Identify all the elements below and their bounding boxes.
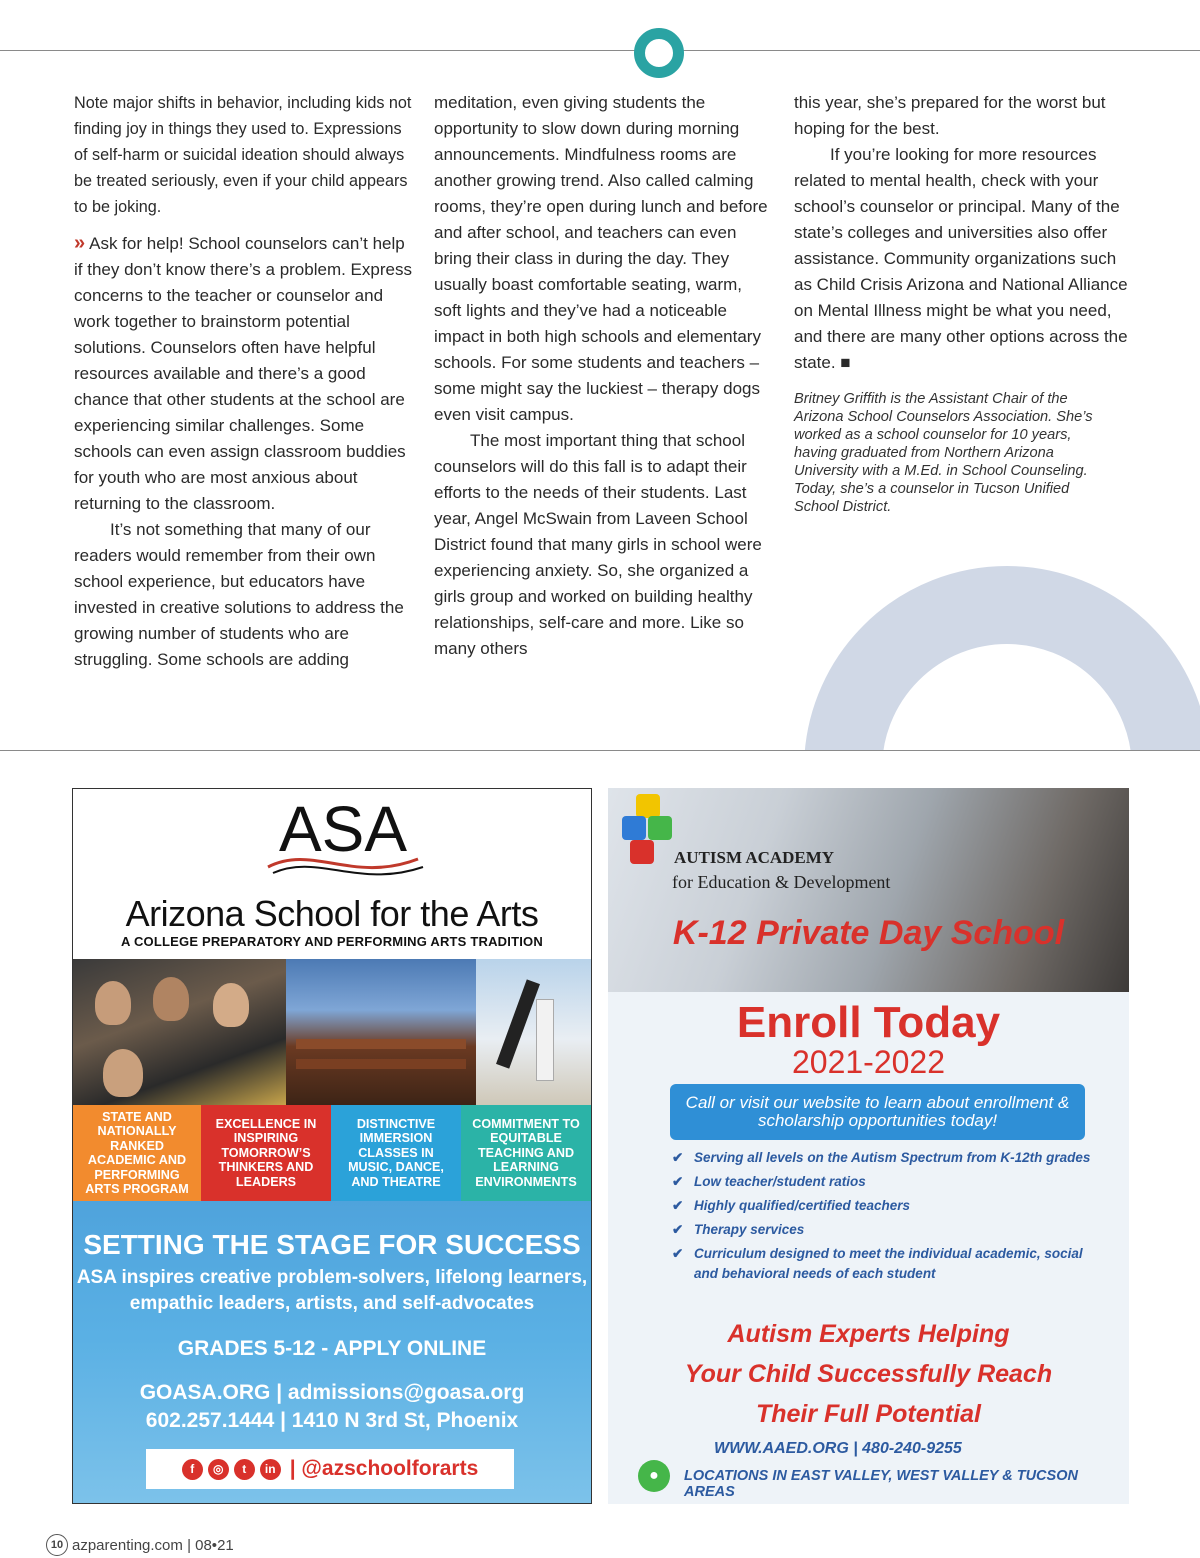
paragraph: meditation, even giving students the opportunity to slow down during morning announcements. Mindfulness rooms are another growing trend. Also called calming rooms, they’re open during lunch and before and after school, and teachers can even bring their class in during the day. They usually boast comfortable seating, warm, soft lights and they’ve had a noticeable impact in both high schools and elementary schools. For some students and teachers – some might say the luckiest – therapy dogs even visit campus. xyxy=(434,93,768,424)
paragraph: If you’re looking for more resources related to mental health, check with your school’s counselor or principal. Many of the state’s colleges and universities also offer assistance. Community organizations such as Child Crisis Arizona and National Alliance on Mental Illness might be what you need, and there are many other options across the state. ■ xyxy=(794,145,1128,372)
slogan-line: Their Full Potential xyxy=(755,1400,981,1428)
paragraph-bullet xyxy=(74,230,414,517)
article-column-2 xyxy=(434,90,774,662)
aaed-contact[interactable]: WWW.AAED.ORG | 480-240-9255 xyxy=(714,1440,962,1457)
list-item: ✔ Curriculum designed to meet the individual academic, social and behavioral needs of each student xyxy=(672,1246,1083,1281)
school-tagline: A COLLEGE PREPARATORY AND PERFORMING ARTS TRADITION xyxy=(121,934,543,949)
section-rule xyxy=(0,750,1200,751)
top-rule xyxy=(0,50,1200,51)
asa-contact xyxy=(73,1379,591,1435)
asa-logo-text: ASA xyxy=(278,793,408,865)
asa-info-panel xyxy=(73,1201,591,1503)
asa-website-email[interactable]: GOASA.ORG | admissions@goasa.org xyxy=(139,1381,525,1404)
author-bio: Britney Griffith is the Assistant Chair of the Arizona School Counselors Association. She’s worked as a school counselor for 10 years, having graduated from Northern Arizona University with a M.Ed. in School Counseling. Today, she’s a counselor in Tucson Unified School District. xyxy=(794,391,1093,515)
list-item: ✔ Low teacher/student ratios xyxy=(672,1172,1092,1192)
article-column-1 xyxy=(74,90,414,673)
article-column-3 xyxy=(794,90,1134,516)
twitter-icon[interactable]: t xyxy=(234,1459,255,1480)
aaed-org-subtitle: for Education & Development xyxy=(672,872,891,892)
check-icon: ✔ xyxy=(672,1174,684,1189)
asa-phone-address: 602.257.1444 | 1410 N 3rd St, Phoenix xyxy=(145,1409,519,1432)
puzzle-logo-icon xyxy=(622,794,678,870)
paragraph-text: Ask for help! School counselors can’t help if they don’t know there’s a problem. Express concerns to the teacher or counselor and work together to brainstorm potential solutions. Counselors often have helpful resources available and there’s a good chance that other students at the school are experiencing similar challenges. Some schools can even assign classroom buddies for youth who are most anxious about returning to the classroom. xyxy=(74,234,412,513)
feature-box: EXCELLENCE IN INSPIRING TOMORROW’S THINKERS AND LEADERS xyxy=(201,1105,331,1201)
enroll-heading: Enroll Today xyxy=(736,998,1001,1047)
school-name: Arizona School for the Arts xyxy=(125,893,539,934)
logo-swoosh-black xyxy=(273,867,423,875)
aaed-slogan xyxy=(608,1314,1129,1434)
dancers-photo xyxy=(476,959,591,1105)
paragraph: this year, she’s prepared for the worst but hoping for the best. xyxy=(794,93,1106,138)
aaed-org-name: AUTISM ACADEMY xyxy=(674,848,835,867)
instagram-icon[interactable]: ◎ xyxy=(208,1459,229,1480)
feature-list xyxy=(672,1148,1092,1288)
paragraph: The most important thing that school counselors will do this fall is to adapt their efforts to the needs of their students. Last year, Angel McSwain from Laveen School District found that many girls in school were experiencing anxiety. So, she organized a girls group and worked on building healthy relationships, self-care and more. Like so many others xyxy=(434,431,762,658)
paragraph: Note major shifts in behavior, including kids not finding joy in things they used to. Expressions of self-harm or suicidal ideation should always be treated seriously, even if your child appears to be joking. xyxy=(74,94,412,216)
check-icon: ✔ xyxy=(672,1246,684,1261)
asa-advertisement[interactable] xyxy=(72,788,592,1504)
page-footer xyxy=(46,1534,234,1556)
aaed-advertisement[interactable] xyxy=(608,788,1129,1504)
feature-boxes xyxy=(73,1105,591,1201)
page-number: 10 xyxy=(46,1534,68,1556)
aaed-locations: LOCATIONS IN EAST VALLEY, WEST VALLEY & TUCSON AREAS xyxy=(684,1468,1078,1500)
slogan-line: Your Child Successfully Reach xyxy=(684,1360,1053,1388)
school-year: 2021-2022 xyxy=(791,1044,946,1080)
bullet-mark: » xyxy=(74,232,86,254)
list-item: ✔ Highly qualified/certified teachers xyxy=(672,1196,1092,1216)
check-icon: ✔ xyxy=(672,1198,684,1213)
feature-box: DISTINCTIVE IMMERSION CLASSES IN MUSIC, DANCE, AND THEATRE xyxy=(331,1105,461,1201)
slogan-line: Autism Experts Helping xyxy=(727,1320,1010,1348)
asa-grades: GRADES 5-12 - APPLY ONLINE xyxy=(177,1337,487,1360)
facebook-icon[interactable]: f xyxy=(182,1459,203,1480)
location-pin-icon: ● xyxy=(638,1460,670,1492)
feature-box: STATE AND NATIONALLY RANKED ACADEMIC AND PERFORMING ARTS PROGRAM xyxy=(73,1105,201,1201)
social-handle[interactable]: | @azschoolforarts xyxy=(289,1457,479,1480)
footer-text: azparenting.com | 08•21 xyxy=(72,1536,234,1554)
teal-ring-ornament xyxy=(634,28,684,78)
asa-logo xyxy=(243,789,443,889)
list-item: ✔ Serving all levels on the Autism Spectrum from K-12th grades xyxy=(672,1148,1092,1168)
social-bar[interactable] xyxy=(146,1449,514,1489)
check-icon: ✔ xyxy=(672,1222,684,1237)
asa-headline: SETTING THE STAGE FOR SUCCESS xyxy=(83,1229,581,1260)
marimba-photo xyxy=(286,959,476,1105)
call-to-action-bubble: Call or visit our website to learn about enrollment & scholarship opportunities today! xyxy=(670,1084,1085,1140)
check-icon: ✔ xyxy=(672,1150,684,1165)
photo-strip xyxy=(73,959,591,1105)
paragraph: It’s not something that many of our readers would remember from their own school experience, but educators have invested in creative solutions to address the growing number of students who are struggling. Some schools are adding xyxy=(74,520,404,669)
aaed-k12-heading: K-12 Private Day School xyxy=(672,914,1065,952)
linkedin-icon[interactable]: in xyxy=(260,1459,281,1480)
asa-subline: ASA inspires creative problem-solvers, lifelong learners, empathic leaders, artists, and self-advocates xyxy=(76,1267,588,1314)
feature-box: COMMITMENT TO EQUITABLE TEACHING AND LEARNING ENVIRONMENTS xyxy=(461,1105,591,1201)
list-item: ✔ Therapy services xyxy=(672,1220,1092,1240)
graduates-photo xyxy=(73,959,286,1105)
